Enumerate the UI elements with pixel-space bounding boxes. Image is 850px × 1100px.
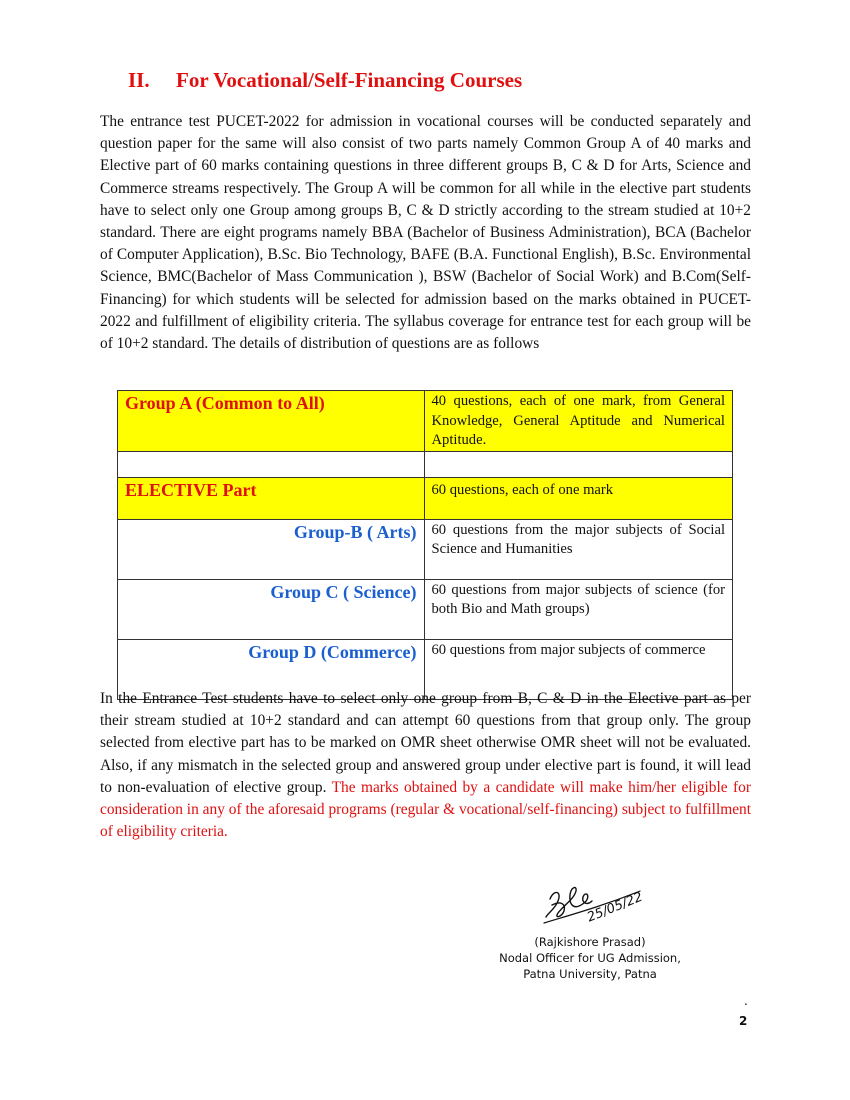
table-row: [118, 477, 733, 519]
empty-cell: [424, 451, 733, 477]
signatory-designation: Nodal Officer for UG Admission,: [499, 951, 681, 965]
page-number: 2: [739, 1014, 748, 1028]
table-row-spacer: [118, 451, 733, 477]
table-row: [118, 519, 733, 579]
closing-paragraph: [100, 688, 751, 843]
closing-text: In the Entrance Test students have to select only one group from B, C & D in the Elective part as per their stream studied at 10+2 standard and can attempt 60 questions from that group only. The group selected from elective part has to be marked on OMR sheet otherwise OMR sheet will not be evaluated. Also, if any mismatch in the selected group and answered group under elective part is found, it will lead to non-evaluation of elective group.: [100, 690, 751, 796]
elective-details: 60 questions, each of one mark: [424, 477, 733, 519]
signature-date: 25/05/22: [585, 889, 645, 926]
group-c-label: Group C ( Science): [118, 579, 425, 639]
handwritten-signature: [540, 877, 650, 933]
eligibility-note: The marks obtained by a candidate will make him/her eligible for consideration in any of the aforesaid programs (regular & vocational/self-financing) subject to fulfillment of eligibility criteria.: [100, 778, 751, 841]
empty-cell: [118, 451, 425, 477]
section-heading: [128, 68, 522, 93]
question-distribution-table: [117, 390, 733, 700]
group-b-label: Group-B ( Arts): [118, 519, 425, 579]
intro-paragraph: The entrance test PUCET-2022 for admission in vocational courses will be conducted separately and question paper for the same will also consist of two parts namely Common Group A of 40 marks and Elective part of 60 marks containing questions in three different groups B, C & D for Arts, Science and Commerce streams respectively. The Group A will be common for all while in the elective part students have to select only one Group among groups B, C & D strictly according to the stream studied at 10+2 standard. There are eight programs namely BBA (Bachelor of Business Administration), BCA (Bachelor of Computer Application), B.Sc. Bio Technology, BAFE (B.A. Functional English), B.Sc. Environmental Science, BMC(Bachelor of Mass Communication ), BSW (Bachelor of Social Work) and B.Com(Self-Financing) for which students will be selected for admission based on the marks obtained in PUCET-2022 and fulfillment of eligibility criteria. The syllabus coverage for entrance test for each group will be of 10+2 standard. The details of distribution of questions are as follows: [100, 113, 751, 353]
group-a-details: 40 questions, each of one mark, from General Knowledge, General Aptitude and Numerical Aptitude.: [424, 391, 733, 452]
table-row: [118, 579, 733, 639]
table-row: [118, 391, 733, 452]
elective-label: ELECTIVE Part: [118, 477, 425, 519]
group-c-details: 60 questions from major subjects of science (for both Bio and Math groups): [424, 579, 733, 639]
section-title: For Vocational/Self-Financing Courses: [176, 68, 523, 92]
signatory-organization: Patna University, Patna: [523, 967, 657, 981]
footer-dot: .: [744, 994, 748, 1008]
group-b-details: 60 questions from the major subjects of Social Science and Humanities: [424, 519, 733, 579]
signatory-name: (Rajkishore Prasad): [534, 935, 646, 949]
group-d-label: Group D (Commerce): [118, 639, 425, 699]
group-d-details: 60 questions from major subjects of commerce: [424, 639, 733, 699]
signatory-block: [470, 934, 710, 982]
section-number: II.: [128, 68, 150, 92]
group-a-label: Group A (Common to All): [118, 391, 425, 452]
